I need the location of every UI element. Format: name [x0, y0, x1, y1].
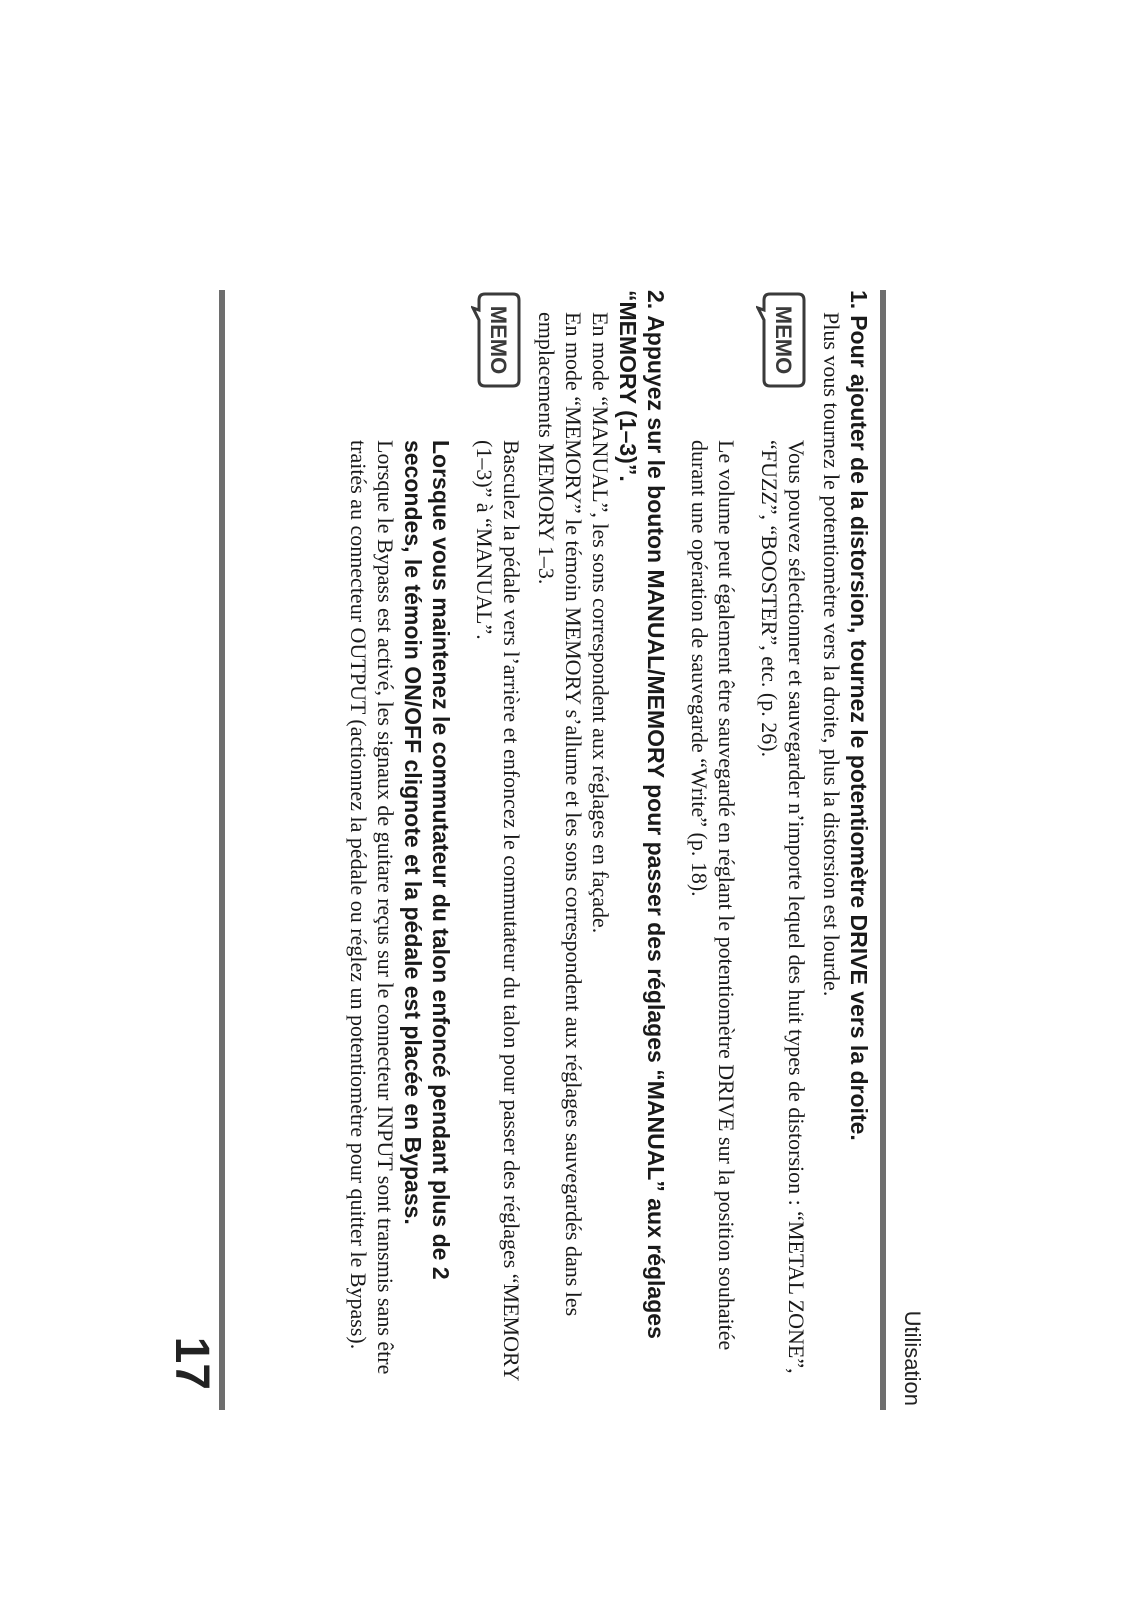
page-content: [345, 290, 873, 1390]
memo-badge-text: MEMO: [486, 305, 511, 375]
memo-badge-text: MEMO: [771, 305, 796, 375]
memo-2-paragraph-1: Basculez la pédale vers l’arrière et enfoncez le commutateur du talon pour passer des réglages “MEMORY (1–3)” à “MANUAL”.: [472, 440, 524, 1381]
memo-text-1: [686, 440, 810, 1390]
step-1-number: 1.: [846, 290, 872, 310]
step-1-title: Pour ajouter de la distorsion, tournez le potentiomètre DRIVE vers la droite.: [846, 315, 872, 1141]
section-header: Utilisation: [900, 1310, 925, 1406]
manual-page: [165, 290, 945, 1410]
step-2: [345, 290, 670, 1390]
step-1: [686, 290, 873, 1390]
step-1-heading: [845, 290, 873, 1390]
step-2-number: 2.: [643, 290, 669, 310]
memo-1-paragraph-2: Le volume peut également être sauvegardé en réglant le potentiomètre DRIVE sur la position souhaitée durant une opération de sauvegarde “Write” (p. 18).: [687, 440, 739, 1351]
memo-block-1: [686, 290, 810, 1390]
memo-badge-graphic: [756, 290, 808, 390]
memo-text-2: [345, 440, 525, 1390]
step-2-body-line-1: En mode “MANUAL”, les sons correspondent aux réglages en façade.: [588, 312, 613, 934]
memo-badge-graphic: [471, 290, 523, 390]
memo-2-note-body: Lorsque le Bypass est activé, les signaux de guitare reçus sur le connecteur INPUT sont transmis sans être traités au connecteur OUTPUT (actionnez la pédale ou réglez un potentiomètre pour quitter le Bypass).: [346, 440, 398, 1375]
memo-block-2: [345, 290, 525, 1390]
step-2-heading: [614, 290, 670, 1390]
bottom-rule: [219, 290, 225, 1410]
memo-icon: [471, 290, 523, 390]
page-number: 17: [165, 1336, 218, 1390]
memo-icon: [756, 290, 808, 390]
step-2-title: Appuyez sur le bouton MANUAL/MEMORY pour passer des réglages “MANUAL” aux réglages “MEMORY (1–3)”.: [615, 290, 669, 1339]
step-2-body-line-2: En mode “MEMORY” le témoin MEMORY s’allume et les sons correspondent aux réglages sauvegardés dans les emplacements MEMORY 1–3.: [534, 312, 586, 1317]
step-1-body: Plus vous tournez le potentiomètre vers la droite, plus la distorsion est lourde.: [819, 312, 844, 997]
memo-1-paragraph-1: Vous pouvez sélectionner et sauvegarder n’importe lequel des huit types de distorsion : “METAL ZONE”, “FUZZ”, “BOOSTER”, etc. (p. 26).: [757, 440, 809, 1374]
top-rule: [880, 290, 886, 1410]
memo-2-bold-note: Lorsque vous maintenez le commutateur du talon enfoncé pendant plus de 2 secondes, le témoin ON/OFF clignote et la pédale est placée en Bypass.: [400, 440, 454, 1280]
